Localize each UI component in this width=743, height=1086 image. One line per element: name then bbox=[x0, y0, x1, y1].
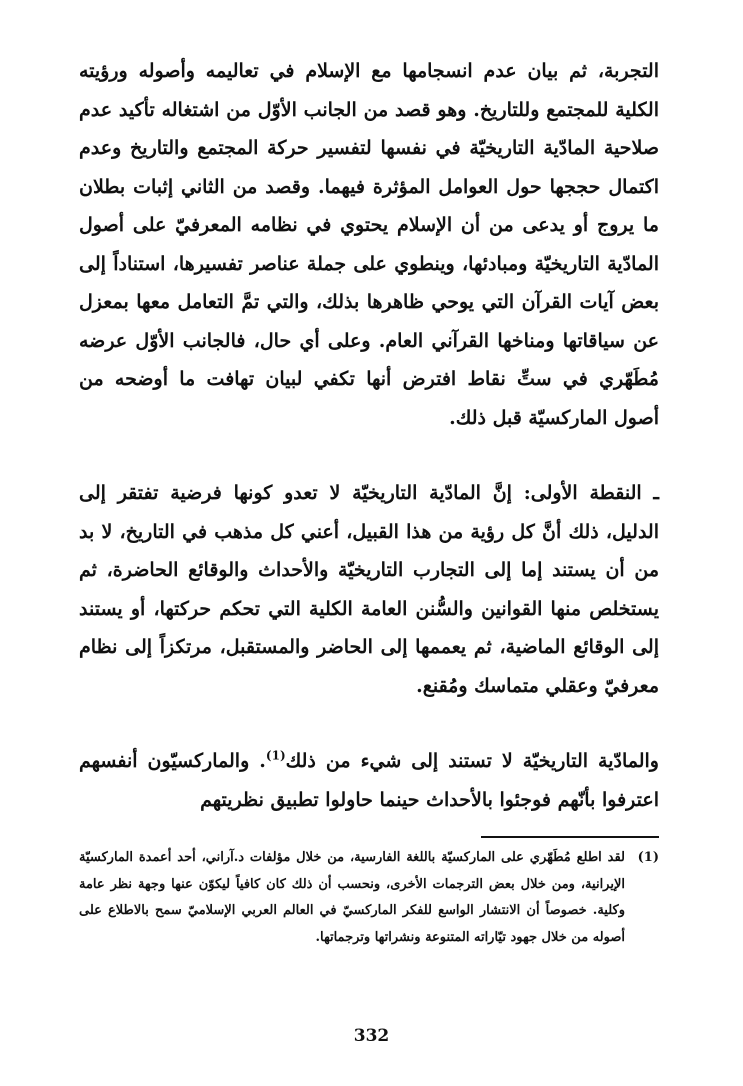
paragraph-3-text bbox=[79, 742, 659, 819]
footnote-text: لقد اطلع مُطَهّري على الماركسيّة باللغة الفارسية، من خلال مؤلفات د.آراني، أحد أعمدة الماركسيّة الإيرانية، ومن خلال بعض الترجمات الأخرى، ونحسب أن ذلك كان كافياً ليكوّن عنها وجهة نظر عامة وكلية. خصوصاً أن الانتشار الواسع للفكر الماركسيّ في العالم العربي الإسلاميّ سمح بالاطلاع على أصوله من خلال جهود تيّاراته المتنوعة ونشراتها وترجماتها. bbox=[79, 850, 625, 945]
paragraph-3-after-ref: . والماركسيّون أنفسهم اعترفوا بأنّهم فوجئوا بالأحداث حينما حاولوا تطبيق نظريتهم bbox=[79, 750, 659, 811]
page-number: 332 bbox=[353, 1026, 390, 1046]
footnote-divider bbox=[481, 836, 659, 838]
footnote bbox=[79, 845, 659, 951]
paragraph-1 bbox=[79, 52, 659, 437]
section-heading-first-point: ـ النقطة الأولى: bbox=[523, 482, 659, 504]
paragraph-2 bbox=[79, 474, 659, 705]
footnote-number: (1) bbox=[637, 850, 659, 865]
paragraph-3 bbox=[79, 742, 659, 819]
paragraph-2-body: إنَّ المادّية التاريخيّة لا تعدو كونها فرضية تفتقر إلى الدليل، ذلك أنَّ كل رؤية من هذا القبيل، أعني كل مذهب في التاريخ، لا بد من أن يستند إما إلى التجارب التاريخيّة والأحداث والوقائع الحاضرة، ثم يستخلص منها القوانين والسُّنن العامة الكلية التي تحكم حركتها، أو يستند إلى الوقائع الماضية، ثم يعممها إلى الحاضر والمستقبل، مرتكزاً إلى نظام معرفيّ وعقلي متماسك ومُقنع. bbox=[79, 482, 659, 697]
paragraph-3-before-ref: والمادّية التاريخيّة لا تستند إلى شيء من ذلك bbox=[285, 750, 659, 772]
paragraph-1-text: التجربة، ثم بيان عدم انسجامها مع الإسلام في تعاليمه وأصوله ورؤيته الكلية للمجتمع وللتاريخ. وهو قصد من الجانب الأوّل من اشتغاله تأكيد عدم صلاحية المادّية التاريخيّة في نفسها لتفسير حركة المجتمع والتاريخ وعدم اكتمال حججها حول العوامل المؤثرة فيهما. وقصد من الثاني إثبات بطلان ما يروج أو يدعى من أن الإسلام يحتوي في نظامه المعرفيّ على أصول المادّية التاريخيّة ومبادئها، وينطوي على جملة عناصر تفسيرها، استناداً إلى بعض آيات القرآن التي يوحي ظاهرها بذلك، والتي تمَّ التعامل معها بمعزل عن سياقاتها ومناخها القرآني العام. وعلى أي حال، فالجانب الأوّل عرضه مُطَهّري في ستِّ نقاط افترض أنها تكفي لبيان تهافت ما أوضحه من أصول الماركسيّة قبل ذلك. bbox=[79, 60, 659, 429]
footnote-reference: (1) bbox=[265, 748, 286, 763]
paragraph-2-text bbox=[79, 474, 659, 705]
